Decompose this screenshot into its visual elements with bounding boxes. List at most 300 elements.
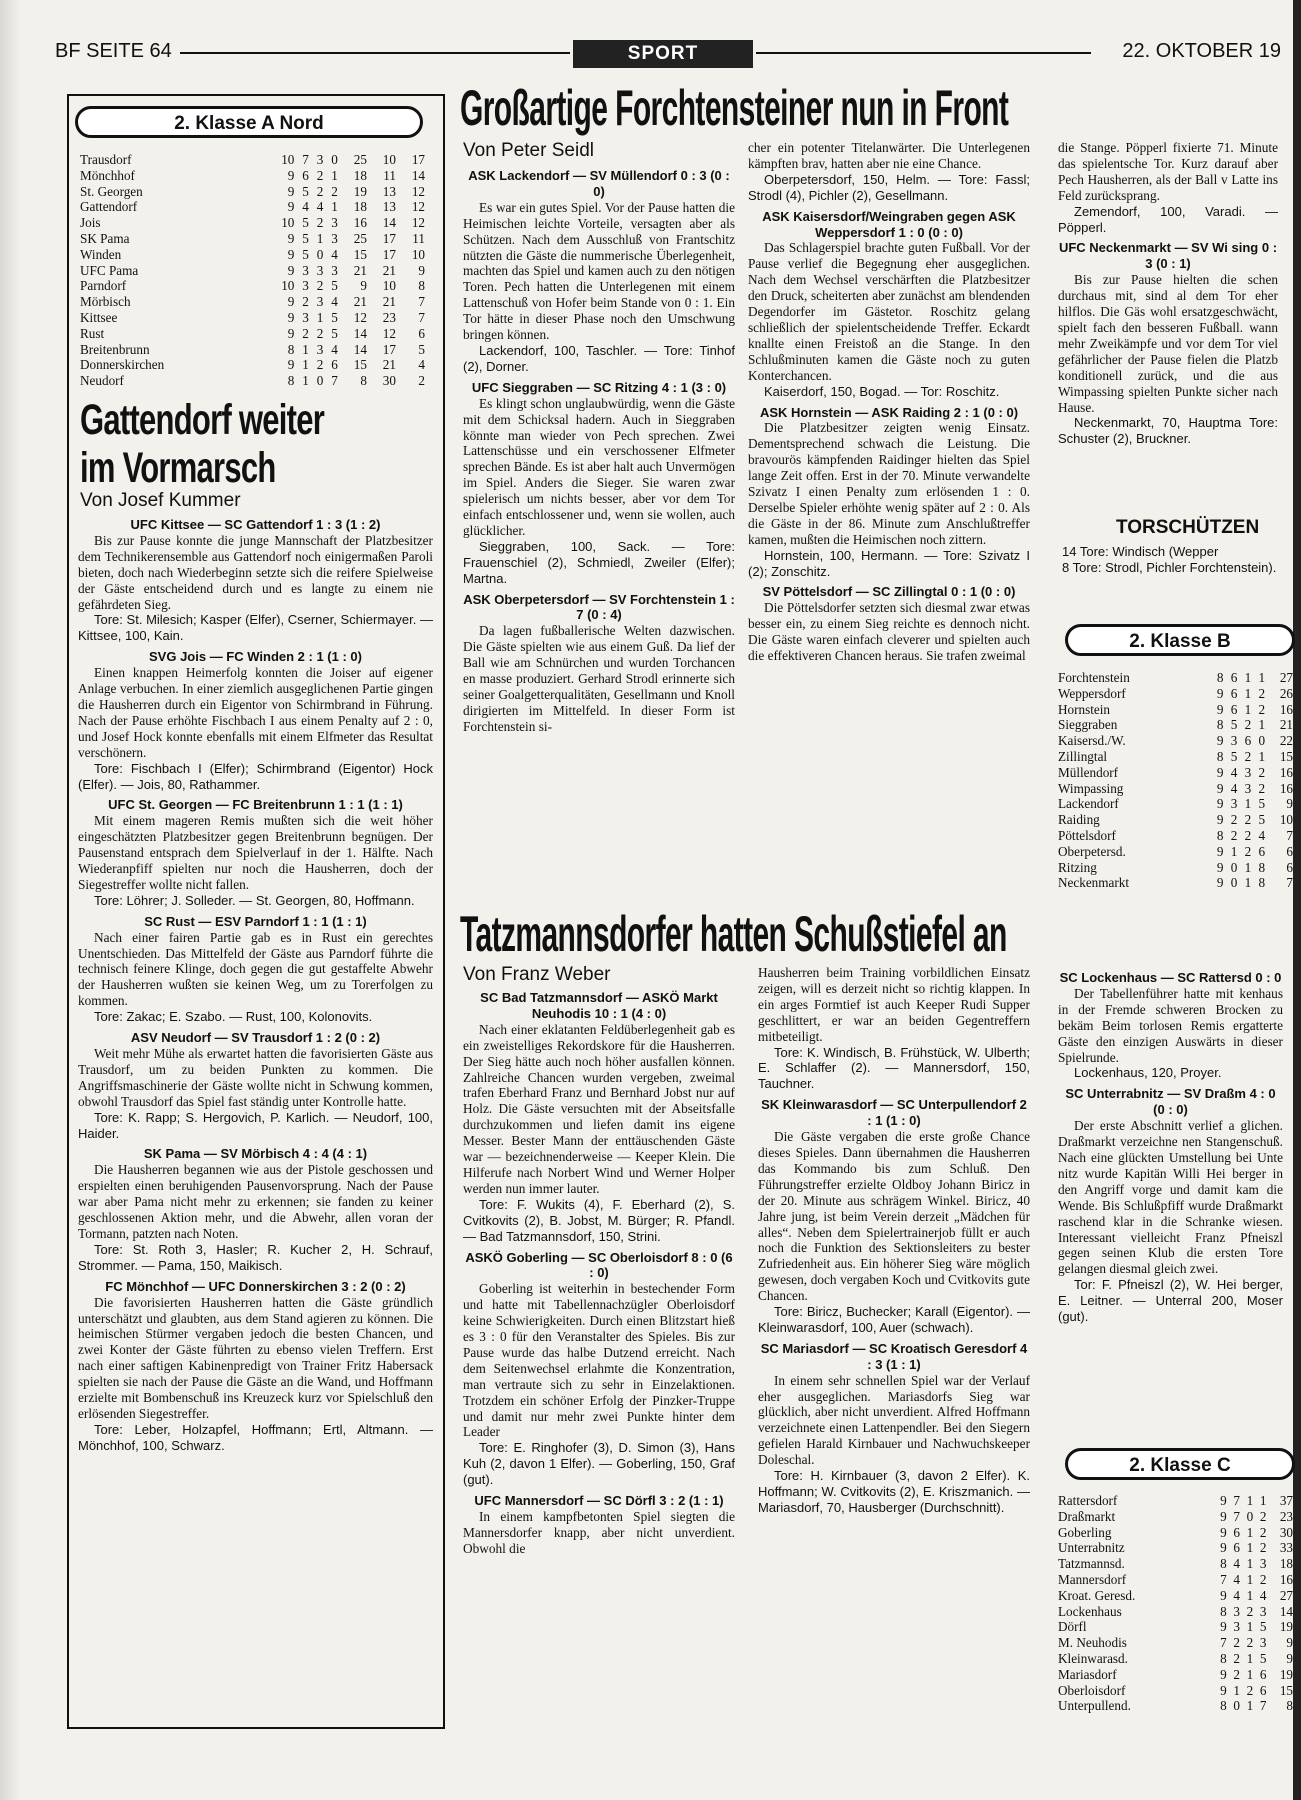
table-row xyxy=(80,168,425,184)
match-report: Es klingt schon unglaubwürdig, wenn die Gäste mit dem Schicksal hadern. Auch in Sieggraben könnte man wieder von Pech sprechen. Zwei Lattenschüsse und ein verschossener Elfmeter sprechen Bände. Es ist aber halt auch Unvermögen im Spiel. Anders die Sieger. Sie waren zwar spielerisch um nichts besser, aber vor dem Tor einfach entschlossener und, wenn sie wollen, auch glücklicher. xyxy=(463,395,735,538)
table-cell: 6 xyxy=(1244,733,1252,749)
table-row xyxy=(80,278,425,294)
table-cell: 17 xyxy=(382,246,396,262)
table-cell: 37 xyxy=(1279,1493,1293,1508)
table-cell: 9 xyxy=(1216,701,1224,717)
table-cell: 9 xyxy=(1286,796,1293,812)
table-cell: 5 xyxy=(302,215,309,231)
table-cell: 6 xyxy=(1259,1682,1267,1698)
match-title: SC Rust — ESV Parndorf 1 : 1 (1 : 1) xyxy=(144,913,367,929)
table-cell: 6 xyxy=(302,167,309,183)
table-cell: 2 xyxy=(1244,827,1252,843)
match-scorers: Tore: K. Windisch, B. Frühstück, W. Ulberth; E. Schlaffer (2). — Mannersdorf, 150, Tauchner. xyxy=(758,1044,1030,1092)
table-cell: 9 xyxy=(360,278,367,294)
table-cell: 6 xyxy=(331,357,338,373)
table-row xyxy=(80,247,425,263)
table-cell: 2 xyxy=(1233,1650,1240,1666)
table-cell: 0 xyxy=(1246,1508,1254,1524)
table-cell: 3 xyxy=(316,152,324,167)
table-row xyxy=(80,184,425,200)
table-cell: 1 xyxy=(1258,748,1266,764)
table-cell: 3 xyxy=(316,262,324,278)
table-cell: 13 xyxy=(382,183,396,199)
match-title: UFC Neckenmarkt — SV Wi sing 0 : 3 (0 : 1) xyxy=(1058,240,1278,272)
table-cell: 9 xyxy=(1216,685,1224,701)
match-report: Bis zur Pause konnte die junge Mannschaft der Platzbesitzer dem Technikerensemble aus Gattendorf noch einigermaßen Paroli bieten, doch nach Wiederbeginn setzte sich die reifere Spielweise der Gäste entscheidend durch und es langte zu einem nie gefährdeten Sieg. xyxy=(78,532,433,612)
team-name: Neckenmarkt xyxy=(1058,875,1130,891)
table-row xyxy=(1058,1525,1293,1541)
team-name: Kittsee xyxy=(80,309,118,325)
match-report: Die Gäste vergaben die erste große Chance dieses Spieles. Dann übernahmen die Hausherren das Kommando bis zum Schluß. Den Führungstreffer erzielte Oldboy Johann Biricz in der 20. Minute aus schrägem Winkel. Biricz, 40 Jahre jung, ist beim Verein derzeit „Mädchen für alles“. Neben dem Spielertrainerjob füllt er auch noch die Funktion des Sektionsleiters zu bester Zufriedenheit aus. Ein höherer Sieg wäre möglich gewesen, doch vergaben Koch und Cvitkovits gute Chancen. xyxy=(758,1129,1030,1304)
table-cell: 3 xyxy=(302,262,309,278)
table-cell: 4 xyxy=(316,199,324,215)
team-name: Rattersdorf xyxy=(1058,1493,1118,1508)
table-cell: 6 xyxy=(1230,701,1238,717)
table-cell: 2 xyxy=(1233,1666,1240,1682)
table-row xyxy=(1058,844,1293,860)
torschuetzen-list xyxy=(1062,544,1287,576)
header-rule-left xyxy=(180,52,570,54)
match-report: In einem sehr schnellen Spiel war der Verlauf eher ausgeglichen. Mariasdorfs Sieg war glücklich, aber nicht unverdient. Alfred Hoffmann verzeichnete einen Lattenpendler. Bei den Siegern gefielen Harald Kirnbauer und Nachwuchskeeper Doleschal. xyxy=(758,1372,1030,1468)
table-cell: 7 xyxy=(1286,827,1293,843)
table-cell: 14 xyxy=(353,341,367,357)
page-fold-shadow xyxy=(0,0,20,1800)
team-name: Sieggraben xyxy=(1058,717,1118,733)
table-cell: 5 xyxy=(302,246,309,262)
table-cell: 8 xyxy=(418,278,425,294)
article-bottom-col-1 xyxy=(463,985,735,1720)
table-cell: 19 xyxy=(1279,1619,1293,1635)
team-name: SK Pama xyxy=(80,230,130,246)
torschuetzen-line-2: 8 Tore: Strodl, Pichler Forchtenstein). xyxy=(1062,560,1277,575)
match-scorers: Tore: St. Milesich; Kasper (Elfer), Cserner, Schiermayer. — Kittsee, 100, Kain. xyxy=(78,612,433,644)
table-row xyxy=(80,263,425,279)
table-cell: 3 xyxy=(1230,733,1238,749)
table-cell: 8 xyxy=(1258,859,1266,875)
table-cell: 6 xyxy=(1286,859,1293,875)
table-cell: 2 xyxy=(1246,1682,1254,1698)
table-cell: 8 xyxy=(1286,1698,1293,1714)
team-name: Mörbisch xyxy=(80,294,131,310)
table-cell: 11 xyxy=(412,230,425,246)
match-report: Das Schlagerspiel brachte guten Fußball. Vor der Pause verlief die Begegnung eher ausgeglichen. Nach dem Wechsel verschärften die Platzbesitzer den Druck, scheiterten aber zunächst am blendenden Degendorfer im Gästetor. Roschitz gelang schließlich der spielentscheidende Treffer. Eckardt knallte einen Freistoß an die Stange. In den Schlußminuten kamen die Gäste noch zu guten Konterchancen. xyxy=(748,240,1030,383)
table-cell: 9 xyxy=(1220,1682,1227,1698)
team-name: St. Georgen xyxy=(80,183,143,199)
table-cell: 21 xyxy=(353,262,367,278)
table-cell: 1 xyxy=(302,357,309,373)
table-cell: 6 xyxy=(1258,843,1266,859)
table-cell: 9 xyxy=(1286,1635,1293,1651)
team-name: M. Neuhodis xyxy=(1058,1635,1127,1651)
table-cell: 9 xyxy=(1220,1524,1227,1540)
headline-gattendorf xyxy=(80,396,324,492)
table-cell: 8 xyxy=(1220,1603,1227,1619)
table-cell: 12 xyxy=(411,183,425,199)
table-cell: 10 xyxy=(1279,812,1293,828)
table-cell: 7 xyxy=(1286,875,1293,891)
table-cell: 1 xyxy=(1246,1650,1254,1666)
table-row xyxy=(80,342,425,358)
standings-table-klasse-c xyxy=(1058,1493,1293,1714)
table-cell: 5 xyxy=(1230,748,1238,764)
table-cell: 4 xyxy=(331,246,338,262)
table-cell: 3 xyxy=(1259,1556,1267,1572)
table-cell: 4 xyxy=(1233,1556,1240,1572)
team-name: Lockenhaus xyxy=(1058,1603,1122,1619)
table-cell: 8 xyxy=(287,341,295,357)
table-cell: 33 xyxy=(1279,1540,1293,1556)
match-report: Nach einer fairen Partie gab es in Rust ein gerechtes Unentschieden. Das Mittelfeld der Gäste aus Parndorf führte die technisch feinere Klinge, doch gegen die gut gestaffelte Abwehr der Hausherren wußten sie keinen Weg, um zu Torerfolgen zu kommen. xyxy=(78,929,433,1009)
table-cell: 3 xyxy=(1259,1635,1267,1651)
table-cell: 15 xyxy=(1279,748,1293,764)
table-cell: 2 xyxy=(316,357,324,373)
table-row xyxy=(80,326,425,342)
table-row xyxy=(1058,1556,1293,1572)
table-cell: 25 xyxy=(353,152,367,167)
table-cell: 1 xyxy=(1259,1493,1267,1508)
match-report: Goberling ist weiterhin in bestechender Form und hatte mit Tabellennachzügler Oberloisdorf keine Schwierigkeiten. Durch einen Blitzstart hieß es 3 : 0 für den Veranstalter des Spieles. Bis zur Pause wurde das halbe Dutzend erreicht. Nach dem Seitenwechsel erlahmte die Konzentration, man vertraute sich zu sehr in Einzelaktionen. Trotzdem ein schöner Erfolg der Pinzker-Truppe und damit nur mehr zwei Punkte hinter dem Leader xyxy=(463,1281,735,1440)
table-cell: 21 xyxy=(353,294,367,310)
table-cell: 9 xyxy=(287,262,295,278)
team-name: UFC Pama xyxy=(80,262,139,278)
team-name: Breitenbrunn xyxy=(80,341,150,357)
table-cell: 1 xyxy=(1244,796,1252,812)
team-name: Unterpullend. xyxy=(1058,1698,1131,1714)
table-cell: 9 xyxy=(1220,1587,1227,1603)
table-cell: 4 xyxy=(1230,764,1238,780)
headline-line-1: Gattendorf weiter xyxy=(80,396,325,444)
table-cell: 1 xyxy=(1244,670,1252,685)
match-report: Es war ein gutes Spiel. Vor der Pause hatten die Heimischen leichte Vorteile, versagten aber als Schützen. Nach dem Ausschluß von Frantschitz nützten die Gäste die nummerische Überlegenheit, machten das Spiel und kamen auch zu den nötigen Toren. Pech hatten die Unterlegenen mit einem Lattenschuß von Hofer beim Stande von 0 : 1. Ein Tor hätte in dieser Phase noch den Umschwung bringen können. xyxy=(463,199,735,343)
table-cell: 2 xyxy=(1258,764,1266,780)
match-title: SV Pöttelsdorf — SC Zillingtal 0 : 1 (0 : 0) xyxy=(762,584,1016,600)
table-cell: 4 xyxy=(331,294,338,310)
match-scorers: Hornstein, 100, Hermann. — Tore: Szivatz I (2); Zonschitz. xyxy=(748,547,1030,579)
table-cell: 9 xyxy=(1220,1493,1227,1508)
team-name: Ritzing xyxy=(1058,859,1097,875)
match-report: Da lagen fußballerische Welten dazwischen. Die Gäste spielten wie aus einem Guß. Da lief der Ball wie am Schnürchen und wurden Torchancen en masse produziert. Gerhard Strodl erinnerte sich seiner Goalgetterqualitäten, Gesellmann und Knoll dirigierten im Mittelfeld. In dieser Form ist Forchtenstein si- xyxy=(463,623,735,734)
torschuetzen-title: TORSCHÜTZEN xyxy=(1116,517,1260,538)
table-cell: 7 xyxy=(331,373,338,389)
table-cell: 1 xyxy=(1246,1493,1254,1508)
table-cell: 3 xyxy=(1259,1603,1267,1619)
table-cell: 6 xyxy=(1233,1524,1240,1540)
table-row xyxy=(80,373,425,389)
table-cell: 4 xyxy=(418,357,425,373)
table-cell: 2 xyxy=(1244,717,1252,733)
table-cell: 21 xyxy=(382,262,396,278)
table-cell: 13 xyxy=(382,199,396,215)
table-cell: 9 xyxy=(1216,843,1224,859)
table-cell: 15 xyxy=(1279,1682,1293,1698)
table-cell: 9 xyxy=(287,357,295,373)
team-name: Goberling xyxy=(1058,1524,1112,1540)
table-cell: 8 xyxy=(360,373,367,389)
table-cell: 1 xyxy=(316,230,324,246)
table-cell: 5 xyxy=(302,183,309,199)
table-cell: 15 xyxy=(353,246,367,262)
match-report: die Stange. Pöpperl fixierte 71. Minute das spielentsche Tor. Kurz darauf aber Pech Hausherren, als der Ball v Latte ins Feld zurücksprang. xyxy=(1058,140,1278,203)
table-cell: 9 xyxy=(287,183,295,199)
table-cell: 7 xyxy=(418,294,425,310)
table-cell: 2 xyxy=(1258,780,1266,796)
byline-seidl: Von Peter Seidl xyxy=(463,140,594,161)
table-cell: 9 xyxy=(1220,1540,1227,1556)
byline-kummer: Von Josef Kummer xyxy=(80,490,241,511)
table-cell: 12 xyxy=(411,199,425,215)
table-cell: 9 xyxy=(287,246,295,262)
table-row xyxy=(80,152,425,168)
table-cell: 16 xyxy=(353,215,367,231)
table-cell: 8 xyxy=(1216,717,1224,733)
team-name: Raiding xyxy=(1058,812,1100,828)
table-cell: 9 xyxy=(418,262,425,278)
team-name: Trausdorf xyxy=(80,152,132,167)
table-row xyxy=(1058,717,1293,733)
table-cell: 9 xyxy=(1216,875,1224,891)
table-cell: 3 xyxy=(331,230,338,246)
table-cell: 18 xyxy=(1279,1556,1293,1572)
table-row xyxy=(1058,733,1293,749)
table-cell: 26 xyxy=(1279,685,1293,701)
match-title: ASK Oberpetersdorf — SV Forchtenstein 1 : 7 (0 : 4) xyxy=(463,591,735,623)
table-cell: 1 xyxy=(1233,1682,1240,1698)
table-cell: 2 xyxy=(1233,1635,1240,1651)
table-row xyxy=(1058,702,1293,718)
match-title: ASK Hornstein — ASK Raiding 2 : 1 (0 : 0) xyxy=(759,404,1019,420)
table-cell: 7 xyxy=(1233,1493,1240,1508)
table-cell: 25 xyxy=(353,230,367,246)
team-name: Mariasdorf xyxy=(1058,1666,1117,1682)
table-cell: 9 xyxy=(1216,780,1224,796)
table-cell: 6 xyxy=(1259,1666,1267,1682)
table-cell: 9 xyxy=(287,309,295,325)
match-scorers: Tore: St. Roth 3, Hasler; R. Kucher 2, H. Schrauf, Strommer. — Pama, 150, Maikisch. xyxy=(78,1241,433,1273)
table-cell: 27 xyxy=(1279,670,1293,685)
table-cell: 22 xyxy=(1279,733,1293,749)
table-row xyxy=(1058,1619,1293,1635)
table-cell: 1 xyxy=(1230,843,1238,859)
table-row xyxy=(80,215,425,231)
article-top-col-1 xyxy=(463,163,735,898)
table-cell: 9 xyxy=(287,294,295,310)
table-cell: 6 xyxy=(1230,670,1238,685)
table-cell: 8 xyxy=(1216,748,1224,764)
match-title: UFC Sieggraben — SC Ritzing 4 : 1 (3 : 0) xyxy=(471,379,727,395)
table-cell: 9 xyxy=(1216,812,1224,828)
match-title: ASK Kaisersdorf/Weingraben gegen ASK Weppersdorf 1 : 0 (0 : 0) xyxy=(762,208,1016,240)
table-cell: 1 xyxy=(1246,1619,1254,1635)
team-name: Lackendorf xyxy=(1058,796,1119,812)
team-name: Rust xyxy=(80,325,105,341)
match-scorers: Tore: E. Ringhofer (3), D. Simon (3), Hans Kuh (2, davon 1 Elfer). — Goberling, 150, Graf (gut). xyxy=(463,1440,735,1488)
match-scorers: Tore: Zakac; E. Szabo. — Rust, 100, Kolonovits. xyxy=(94,1009,373,1025)
table-cell: 2 xyxy=(1244,843,1252,859)
table-cell: 0 xyxy=(1258,733,1266,749)
match-scorers: Oberpetersdorf, 150, Helm. — Tore: Fassl; Strodl (4), Pichler (2), Gesellmann. xyxy=(748,171,1030,203)
match-title: SC Bad Tatzmannsdorf — ASKÖ Markt Neuhodis 10 : 1 (4 : 0) xyxy=(480,990,718,1021)
table-cell: 3 xyxy=(331,262,338,278)
table-cell: 16 xyxy=(1279,1571,1293,1587)
team-name: Neudorf xyxy=(80,373,124,389)
match-scorers: Tore: Löhrer; J. Solleder. — St. Georgen, 80, Hoffmann. xyxy=(94,892,415,908)
table-row xyxy=(1058,1683,1293,1699)
table-row xyxy=(80,357,425,373)
table-cell: 2 xyxy=(316,278,324,294)
table-cell: 17 xyxy=(382,230,396,246)
headline-tatzmannsdorfer: Tatzmannsdorfer hatten Schußstiefel an xyxy=(460,906,1007,962)
table-cell: 1 xyxy=(316,309,324,325)
team-name: Draßmarkt xyxy=(1058,1508,1116,1524)
match-title: SC Lockenhaus — SC Rattersd 0 : 0 xyxy=(1059,970,1282,985)
table-cell: 2 xyxy=(1259,1508,1267,1524)
match-title: ASKÖ Goberling — SC Oberloisdorf 8 : 0 (6 : 0) xyxy=(465,1249,733,1281)
table-cell: 5 xyxy=(331,278,338,294)
table-row xyxy=(1058,1572,1293,1588)
match-title: ASK Lackendorf — SV Müllendorf 0 : 3 (0 : 0) xyxy=(468,168,730,199)
table-cell: 17 xyxy=(382,341,396,357)
table-cell: 19 xyxy=(353,183,367,199)
match-report: Der erste Abschnitt verlief a glichen. Draßmarkt verzeichne nen Stangenschuß. Nach eine glückten Umstellung bei Unte nitz wurde Kapitän Willi Hei berger in den Angriff vorge und damit kam die Wende. Bis Schlußpfiff wurde Draßmarkt raschend klar in die Schranke wiesen. Interessant vielleicht Franz Pfneiszl gegen seinen Klub die ersten Tore gelangen diesmal gleich zwei. xyxy=(1058,1118,1283,1277)
match-report: Die Platzbesitzer zeigten wenig Einsatz. Dementsprechend schwach die Leistung. Die bravourös kämpfenden Raidinger hielten das Spiel lange Zeit offen. Erst in der 70. Minute verwandelte Szivatz I einen Penalty zum erlösenden 1 : 0. Derselbe Spieler erhöhte wenig später auf 2 : 0. Als die Gäste in der 86. Minute zum Anschlußtreffer kamen, mußten die Heimischen noch zittern. xyxy=(748,420,1030,547)
table-cell: 2 xyxy=(1259,1524,1267,1540)
article-bottom-col-2 xyxy=(758,965,1030,1720)
match-report: Die Pöttelsdorfer setzten sich diesmal zwar etwas besser ein, zu einem Sieg reichte es dennoch nicht. Die Gäste waren einfach cleverer und spielten auch die effektiveren Chancen heraus. Sie trafen zweimal xyxy=(748,600,1030,664)
article-top-col-2 xyxy=(748,140,1030,898)
table-cell: 9 xyxy=(287,325,295,341)
table-cell: 8 xyxy=(1220,1698,1227,1714)
headline-line-2: im Vormarsch xyxy=(80,444,276,492)
table-cell: 6 xyxy=(1230,685,1238,701)
match-report: Der Tabellenführer hatte mit kenhaus in der Fremde schweren Brocken zu bekäm Beim torlosen Remis ergatterte Gäste den einzigen Auswärts in dieser Spielrunde. xyxy=(1058,985,1283,1065)
team-name: Forchtenstein xyxy=(1058,670,1130,685)
table-cell: 3 xyxy=(316,341,324,357)
table-cell: 1 xyxy=(1246,1666,1254,1682)
header-rule-right xyxy=(756,52,1091,54)
match-scorers: Tore: H. Kirnbauer (3, davon 2 Elfer). K. Hoffmann; W. Cvitkovits (2), E. Kriszmanich. — Mariasdorf, 70, Hausberger (Durchschnitt). xyxy=(758,1468,1030,1515)
match-title: SVG Jois — FC Winden 2 : 1 (1 : 0) xyxy=(149,649,362,665)
match-report: Hausherren beim Training vorbildlichen Einsatz zeigen, will es derzeit nicht so richtig klappen. In ein arges Formtief ist auch Keeper Rudi Supper geschlittert, er war an beiden Gegentreffern mitbeteiligt. xyxy=(758,965,1030,1044)
match-report: Die Hausherren begannen wie aus der Pistole geschossen und erspielten einen beruhigenden Pausenvorsprung. Nach der Pause war aber Pama nicht mehr zu erkennen; sie fanden zu keiner geschlossenen Aktion mehr, und die Abwehr, allen voran der Tormann, patzten nach Noten. xyxy=(78,1162,433,1241)
table-cell: 14 xyxy=(1279,1603,1293,1619)
table-cell: 16 xyxy=(1279,701,1293,717)
table-cell: 9 xyxy=(1216,764,1224,780)
table-cell: 5 xyxy=(1230,717,1238,733)
table-cell: 9 xyxy=(1220,1508,1227,1524)
table-row xyxy=(80,294,425,310)
match-title: UFC Mannersdorf — SC Dörfl 3 : 2 (1 : 1) xyxy=(474,1493,724,1509)
team-name: Jois xyxy=(80,215,101,231)
team-name: Donnerskirchen xyxy=(80,357,165,373)
table-cell: 5 xyxy=(1259,1619,1267,1635)
table-cell: 0 xyxy=(331,152,338,167)
table-cell: 8 xyxy=(1220,1650,1227,1666)
table-cell: 2 xyxy=(302,325,309,341)
match-scorers: Sieggraben, 100, Sack. — Tore: Frauenschiel (2), Schmiedl, Zweiler (Elfer); Martna. xyxy=(463,538,735,586)
table-row xyxy=(80,310,425,326)
table-cell: 7 xyxy=(302,152,309,167)
table-cell: 2 xyxy=(418,373,425,389)
match-scorers: Lackendorf, 100, Taschler. — Tore: Tinhof (2), Dorner. xyxy=(463,342,735,374)
table-cell: 1 xyxy=(1244,701,1252,717)
table-cell: 3 xyxy=(1244,764,1252,780)
article-left-column xyxy=(78,512,433,1722)
match-title: SK Kleinwarasdorf — SC Unterpullendorf 2 : 1 (1 : 0) xyxy=(761,1097,1027,1129)
team-name: Hornstein xyxy=(1058,701,1111,717)
table-row xyxy=(1058,828,1293,844)
table-cell: 21 xyxy=(382,294,396,310)
table-cell: 2 xyxy=(316,325,324,341)
table-cell: 1 xyxy=(302,341,309,357)
article-bottom-col-3 xyxy=(1058,965,1283,1380)
table-cell: 0 xyxy=(1230,875,1238,891)
team-name: Kleinwarasd. xyxy=(1058,1650,1128,1666)
team-name: Tatzmannsd. xyxy=(1058,1556,1125,1572)
table-row xyxy=(1058,1493,1293,1509)
match-scorers: Kaiserdorf, 150, Bogad. — Tor: Roschitz. xyxy=(764,383,1000,399)
table-cell: 30 xyxy=(1279,1524,1293,1540)
table-cell: 8 xyxy=(287,373,295,389)
standings-table-klasse-b xyxy=(1058,670,1293,891)
table-cell: 6 xyxy=(1286,843,1293,859)
table-cell: 2 xyxy=(1258,701,1266,717)
team-name: Pöttelsdorf xyxy=(1058,827,1116,843)
table-row xyxy=(1058,1604,1293,1620)
table-cell: 9 xyxy=(1220,1619,1227,1635)
table-cell: 4 xyxy=(1259,1587,1267,1603)
team-name: Oberpetersd. xyxy=(1058,843,1126,859)
table-row xyxy=(1058,1540,1293,1556)
table-cell: 18 xyxy=(353,199,367,215)
table-cell: 9 xyxy=(1220,1666,1227,1682)
table-cell: 30 xyxy=(382,373,396,389)
match-title: UFC Kittsee — SC Gattendorf 1 : 3 (1 : 2) xyxy=(130,517,381,532)
match-title: FC Mönchhof — UFC Donnerskirchen 3 : 2 (0 : 2) xyxy=(105,1278,406,1294)
table-cell: 14 xyxy=(382,215,396,231)
match-report: cher ein potenter Titelanwärter. Die Unterlegenen kämpften brav, hatten aber nie eine Chance. xyxy=(748,140,1030,171)
table-cell: 0 xyxy=(316,246,324,262)
team-name: Dörfl xyxy=(1058,1619,1087,1635)
table-cell: 4 xyxy=(1230,780,1238,796)
table-cell: 1 xyxy=(1246,1524,1254,1540)
team-name: Oberloisdorf xyxy=(1058,1682,1126,1698)
table-row xyxy=(80,199,425,215)
table-row xyxy=(1058,765,1293,781)
table-cell: 4 xyxy=(331,341,338,357)
table-cell: 3 xyxy=(1230,796,1238,812)
team-name: Winden xyxy=(80,246,122,262)
table-cell: 10 xyxy=(382,152,396,167)
table-cell: 23 xyxy=(382,309,396,325)
table-cell: 4 xyxy=(302,199,309,215)
table-row xyxy=(1058,1509,1293,1525)
table-row xyxy=(80,231,425,247)
table-cell: 15 xyxy=(353,357,367,373)
table-cell: 8 xyxy=(1216,670,1224,685)
table-cell: 10 xyxy=(281,278,295,294)
table-title-klasse-b: 2. Klasse B xyxy=(1065,624,1295,656)
table-cell: 5 xyxy=(418,341,425,357)
table-cell: 11 xyxy=(383,167,396,183)
table-cell: 5 xyxy=(1259,1650,1267,1666)
table-cell: 17 xyxy=(411,152,425,167)
table-cell: 3 xyxy=(1233,1619,1240,1635)
table-cell: 3 xyxy=(1233,1603,1240,1619)
table-cell: 6 xyxy=(1233,1540,1240,1556)
table-cell: 10 xyxy=(281,152,295,167)
table-cell: 1 xyxy=(1246,1587,1254,1603)
match-scorers: Tore: F. Wukits (4), F. Eberhard (2), S. Cvitkovits (2), B. Jobst, M. Bürger; R. Pfandl. — Bad Tatzmannsdorf, 150, Strini. xyxy=(463,1196,735,1244)
